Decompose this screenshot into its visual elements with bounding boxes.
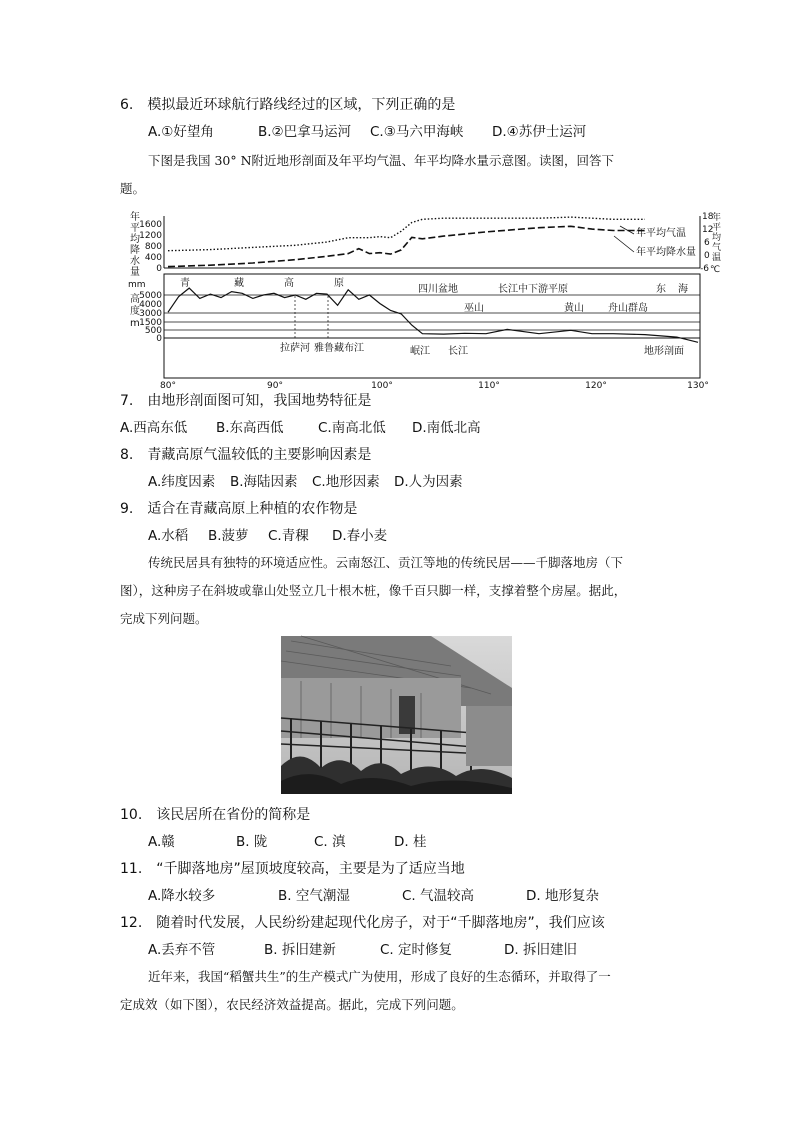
precip-label-char: 年 — [130, 212, 140, 223]
rice-intro-line1: 近年来，我国“稻蟹共生”的生产模式广为使用，形成了良好的生态循环，并取得了一 — [148, 969, 611, 984]
q12-option-a[interactable]: A.丢弃不管 — [148, 942, 216, 958]
legend-leader-precip — [614, 236, 634, 252]
q7-option-a[interactable]: A.西高东低 — [120, 420, 188, 436]
temp-unit: ℃ — [710, 265, 721, 275]
annot-feature: 黄山 — [564, 303, 584, 314]
annot-region: 原 — [334, 278, 344, 289]
annot-region: 藏 — [234, 278, 244, 289]
precip-tick: 0 — [156, 264, 162, 274]
elev-tick: 3000 — [139, 309, 162, 319]
q9-option-b[interactable]: B.菠萝 — [208, 528, 249, 544]
q7-stem: 7. 由地形剖面图可知，我国地势特征是 — [120, 393, 372, 409]
elev-tick: 500 — [144, 326, 162, 336]
q7-option-d[interactable]: D.南低北高 — [412, 420, 481, 436]
temp-label-char: 气 — [712, 243, 722, 253]
q10-options — [148, 833, 426, 851]
q6-option-b[interactable]: B.②巴拿马运河 — [258, 124, 352, 140]
precip-label-char: 水 — [130, 256, 140, 267]
q8-stem: 8. 青藏高原气温较低的主要影响因素是 — [120, 447, 372, 463]
elev-label-char: 度 — [130, 306, 140, 317]
q7-option-c[interactable]: C.南高北低 — [318, 420, 386, 436]
temp-label-char: 平 — [712, 223, 722, 233]
x-tick: 80° — [160, 381, 176, 391]
temp-tick: 0 — [704, 251, 710, 261]
house-intro-line2: 图），这种房子在斜坡或靠山处竖立几十根木桩，像千百只脚一样，支撑着整个房屋。据此， — [120, 583, 627, 598]
q11-options — [148, 887, 599, 905]
elevation-ticks — [139, 291, 162, 344]
annot-river: 雅鲁藏布江 — [314, 343, 364, 354]
stilt-house-photo — [281, 636, 512, 794]
q10-option-a[interactable]: A.赣 — [148, 834, 175, 850]
annot-river: 岷江 — [410, 346, 430, 357]
profile-annotations — [180, 276, 688, 357]
temp-label-char: 温 — [712, 253, 722, 263]
annot-feature: 舟山群岛 — [608, 303, 648, 314]
annot-river: 拉萨河 — [280, 343, 310, 354]
precip-ticks — [139, 220, 162, 274]
elev-tick: 4000 — [139, 300, 162, 310]
q9-option-c[interactable]: C.青稞 — [268, 528, 309, 544]
q12-option-d[interactable]: D. 拆旧建旧 — [504, 942, 577, 958]
precip-label-char: 平 — [130, 223, 140, 234]
q6-stem: 6. 模拟最近环球航行路线经过的区域，下列正确的是 — [120, 97, 456, 113]
q7-options — [120, 419, 481, 437]
q11-option-a[interactable]: A.降水较多 — [148, 888, 216, 904]
legend-temp: 年平均气温 — [636, 228, 686, 239]
temp-tick: 18 — [702, 212, 714, 222]
q9-stem: 9. 适合在青藏高原上种植的农作物是 — [120, 501, 358, 517]
legend-precip: 年平均降水量 — [636, 247, 696, 258]
q8-option-b[interactable]: B.海陆因素 — [230, 474, 298, 490]
temp-tick: 6 — [704, 238, 710, 248]
q10-option-c[interactable]: C. 滇 — [314, 834, 346, 850]
q8-option-d[interactable]: D.人为因素 — [394, 474, 463, 490]
q8-option-c[interactable]: C.地形因素 — [312, 474, 380, 490]
precip-tick: 800 — [144, 242, 162, 252]
annot-region: 东 — [656, 284, 666, 295]
q11-option-b[interactable]: B. 空气潮湿 — [278, 888, 350, 904]
annot-profile-label: 地形剖面 — [644, 346, 684, 357]
q9-option-d[interactable]: D.春小麦 — [332, 528, 388, 544]
profile-intro-line2: 题。 — [120, 181, 146, 196]
profile-chart — [120, 208, 720, 390]
q7-option-b[interactable]: B.东高西低 — [216, 420, 284, 436]
q6-option-d[interactable]: D.④苏伊士运河 — [492, 124, 587, 140]
temp-axis-label — [710, 211, 721, 275]
q10-option-b[interactable]: B. 陇 — [236, 834, 268, 850]
profile-intro-line1: 下图是我国 30° N附近地形剖面及年平均气温、年平均降水量示意图。读图，回答下 — [148, 153, 615, 168]
x-tick: 90° — [267, 381, 283, 391]
elev-tick: 1500 — [139, 318, 162, 328]
house-intro-line3: 完成下列问题。 — [120, 611, 208, 626]
precip-tick: 1200 — [139, 231, 162, 241]
q8-option-a[interactable]: A.纬度因素 — [148, 474, 216, 490]
annot-region: 高 — [284, 278, 294, 289]
q9-options — [148, 527, 387, 545]
x-tick: 100° — [371, 381, 393, 391]
precip-label-char: 降 — [130, 245, 140, 256]
temp-tick: -6 — [700, 264, 709, 274]
x-tick: 130° — [687, 381, 709, 391]
x-axis-ticks — [160, 381, 709, 391]
q11-stem: 11. “千脚落地房”屋顶坡度较高，主要是为了适应当地 — [120, 861, 465, 877]
elev-tick: 0 — [156, 334, 162, 344]
precip-tick: 1600 — [139, 220, 162, 230]
annot-feature: 巫山 — [464, 303, 484, 314]
annot-region: 四川盆地 — [418, 284, 458, 295]
annot-region: 长江中下游平原 — [498, 284, 568, 295]
rice-intro-line2: 定成效（如下图），农民经济效益提高。据此，完成下列问题。 — [120, 997, 464, 1012]
x-tick: 110° — [478, 381, 500, 391]
q6-option-a[interactable]: A.①好望角 — [148, 124, 214, 140]
x-tick: 120° — [585, 381, 607, 391]
precip-tick: 400 — [144, 253, 162, 263]
temp-label-char: 均 — [712, 233, 722, 243]
precip-label-char: 量 — [130, 267, 140, 278]
q10-option-d[interactable]: D. 桂 — [394, 834, 427, 850]
q6-options — [148, 123, 586, 141]
q12-option-c[interactable]: C. 定时修复 — [380, 942, 453, 958]
elev-unit: m — [130, 318, 140, 329]
q11-option-d[interactable]: D. 地形复杂 — [526, 888, 599, 904]
q8-options — [148, 473, 463, 491]
precipitation-series-line — [168, 226, 645, 266]
legend — [614, 226, 696, 258]
q9-option-a[interactable]: A.水稻 — [148, 528, 189, 544]
terrain-profile-line — [168, 288, 698, 342]
q12-stem: 12. 随着时代发展，人民纷纷建起现代化房子，对于“千脚落地房”，我们应该 — [120, 915, 605, 931]
elev-tick: 5000 — [139, 291, 162, 301]
annot-region: 青 — [180, 278, 190, 289]
q11-option-c[interactable]: C. 气温较高 — [402, 888, 475, 904]
q12-options — [148, 941, 577, 959]
house-intro-line1: 传统民居具有独特的环境适应性。云南怒江、贡江等地的传统民居——千脚落地房（下 — [148, 555, 624, 570]
temp-tick: 12 — [702, 225, 714, 235]
temp-label-char: 年 — [712, 213, 722, 223]
q6-option-c[interactable]: C.③马六甲海峡 — [370, 124, 464, 140]
q10-stem: 10. 该民居所在省份的简称是 — [120, 807, 311, 823]
annot-region: 海 — [678, 284, 688, 295]
precip-unit: mm — [128, 280, 146, 290]
temperature-series-line — [168, 217, 645, 251]
elev-label-char: 高 — [130, 294, 140, 305]
q12-option-b[interactable]: B. 拆旧建新 — [264, 942, 336, 958]
precip-label-char: 均 — [130, 234, 140, 245]
annot-river: 长江 — [448, 346, 468, 357]
